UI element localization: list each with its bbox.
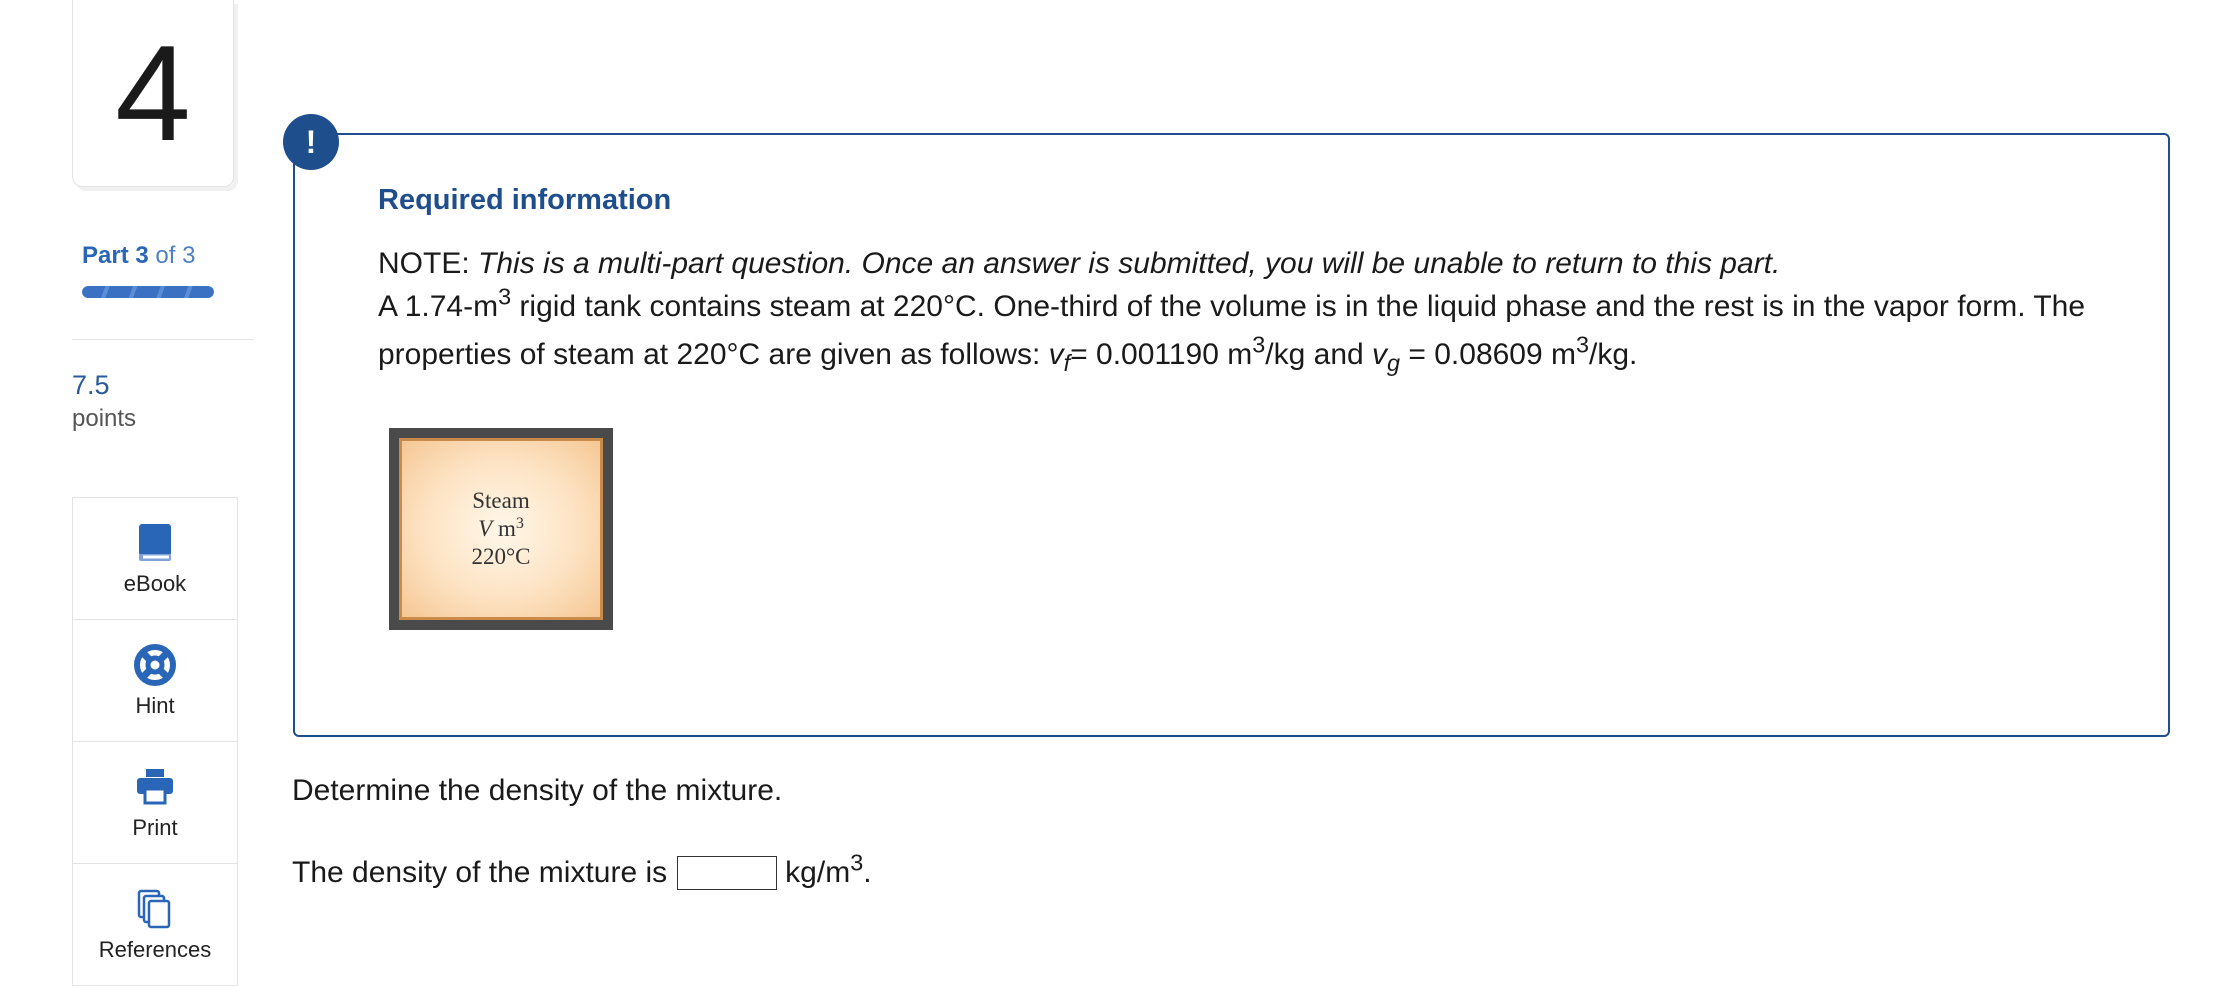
answer-prefix: The density of the mixture is bbox=[292, 856, 668, 889]
hint-label: Hint bbox=[135, 692, 175, 718]
density-answer-input[interactable] bbox=[677, 856, 777, 890]
hint-button[interactable] bbox=[73, 620, 237, 742]
sidebar-divider bbox=[72, 339, 254, 340]
part-indicator bbox=[82, 242, 195, 270]
part-progress-bar bbox=[82, 286, 214, 298]
part-label: Part 3 bbox=[82, 242, 149, 269]
tank-label-volume: V $m^3$ bbox=[478, 514, 524, 541]
lifebuoy-icon bbox=[133, 643, 177, 687]
references-button[interactable] bbox=[73, 864, 237, 986]
ebook-button[interactable] bbox=[73, 498, 237, 620]
tank-label-steam: Steam bbox=[472, 488, 530, 513]
answer-line bbox=[292, 849, 872, 890]
question-number: 4 bbox=[72, 0, 234, 187]
part-total: of 3 bbox=[155, 242, 196, 269]
tank-interior bbox=[399, 438, 603, 620]
note-prefix: NOTE: bbox=[378, 247, 470, 280]
print-button[interactable] bbox=[73, 742, 237, 864]
points-label: points bbox=[72, 405, 137, 432]
note-text: This is a multi-part question. Once an answer is submitted, you will be unable to return to this part. bbox=[478, 247, 1781, 280]
book-icon bbox=[133, 521, 177, 565]
part-progress-fill bbox=[82, 286, 214, 298]
printer-icon bbox=[133, 765, 177, 809]
alert-icon: ! bbox=[283, 114, 339, 170]
print-label: Print bbox=[132, 814, 178, 840]
references-label: References bbox=[98, 936, 212, 962]
tool-panel bbox=[72, 497, 238, 986]
points-value: 7.5 bbox=[72, 370, 110, 400]
tank-label-temperature: 220°C bbox=[471, 544, 531, 569]
documents-icon bbox=[133, 887, 177, 931]
problem-statement: A $1.74-m^3$ rigid tank contains steam at 220°C. One-third of the volume is in the liquid phase and the rest is in the vapor form. The properties of steam at 220°C are given as follows: $v_f= 0.001190$ $m^3/kg$ and $v_g = 0.08609$ $m^3/kg$. bbox=[378, 283, 2086, 377]
required-info-title: Required information bbox=[378, 184, 672, 216]
ebook-label: eBook bbox=[123, 570, 187, 596]
question-prompt: Determine the density of the mixture. bbox=[292, 774, 783, 807]
answer-unit: $kg/m^3$. bbox=[785, 849, 872, 889]
steam-tank-figure bbox=[389, 428, 613, 630]
multi-part-note bbox=[378, 240, 2138, 288]
